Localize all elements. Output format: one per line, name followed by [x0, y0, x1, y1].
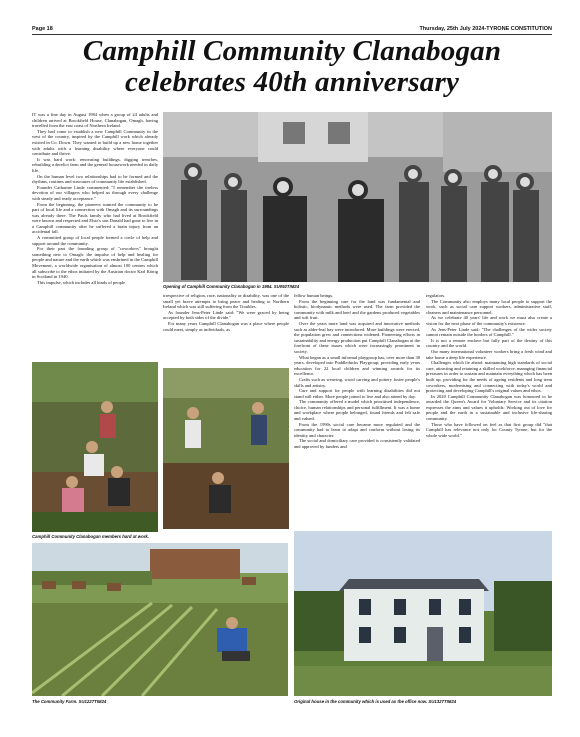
article-paragraph: IT was a fine day in August 1984 when a group of 24 adults and children arrived at Brookfield House, Clanabogan, Omagh, having travelled from the east coast of Northern Ireland.: [32, 112, 158, 129]
article-paragraph: As founder Jens-Peter Linde said: "We were graced by being accepted by both sides of the divide.": [163, 309, 289, 321]
article-paragraph: fellow human beings.: [294, 293, 334, 298]
members-photo-caption: Camphill Community Clanabogan members hard at work.: [32, 534, 149, 539]
article-paragraph: Those who have followed on feel as that first group did "that Camphill has relevance not only for County Tyrone, but for the whole wide world.": [426, 421, 552, 438]
article-paragraph: Founder Catharine Linde commented: "I remember the tireless devotion of our villagers who helped us through every challenge with steady and ready acceptance.": [32, 184, 158, 201]
article-paragraph: Over the years more land was acquired and innovative methods such as alder-leaf hay were introduced. More buildings were erected, the population grew and connections widened. Pioneering efforts in sustainability and energy production put Camphill Clanabogan at the forefront of these issues which were increasingly prominent in society.: [294, 320, 420, 354]
article-paragraph: regulators.: [426, 293, 446, 298]
members-photo-extension: [163, 368, 289, 529]
house-photo-image: [294, 531, 552, 696]
opening-photo-caption: Opening of Camphill Community Clanabogan in 1984. SU092TIM24: [163, 284, 300, 289]
article-paragraph: As Jens-Peter Linde said: "The challenges of the wider society cannot remain outside the borders of Camphill.": [426, 326, 552, 338]
dateline: Thursday, 25th July 2024-TYRONE CONSTITUTION: [419, 26, 552, 32]
farm-photo: [32, 543, 288, 696]
article-paragraph: On the human level two relationships had to be formed and the rhythms, routines and structures of community life established.: [32, 173, 158, 185]
article-column-3: [294, 293, 420, 529]
article-paragraph: As we celebrate 40 years' life and work we must also create a vision for the next phase of the community's existence.: [426, 315, 552, 326]
article-paragraph: The Community also employs many local people to support the work, such as social care support workers, administrative staff, cleaners and maintenance personnel.: [426, 298, 552, 315]
house-photo-caption: Original house in the community which is used as the office now. SU1327TIM24: [294, 699, 457, 704]
article-column-1: [32, 112, 158, 359]
article-paragraph: From the beginning, the pioneers wanted the community to be part of local life and a connection with Omagh and its surroundings was already there. The Pauls family who had lived at Brookfield were known and respected and Elsie's son Donald had gone to live in a Camphill community after he suffered a brain injury from an accidental fall.: [32, 201, 158, 235]
article-paragraph: From the beginning care for the land was fundamental and holistic, biodynamic methods were used. The farm provided the community with milk and beef and the gardens produced vegetables and soft fruit.: [294, 298, 420, 321]
farm-photo-image: [32, 543, 288, 696]
article-paragraph: It was hard work: renovating buildings, digging trenches, rebuilding a derelict farm and the general housework needed in daily life.: [32, 156, 158, 173]
article-paragraph: For their part the founding group of "coworkers" brought something new to Omagh: the impulse of help and healing for people and nature and the earth which was enshrined in the Camphill Movement, a worldwide organisation of almost 100 centres which all subscribe to the ethos initiated by the Austrian doctor Karl König in Scotland in 1940.: [32, 246, 158, 280]
opening-photo: [163, 112, 552, 282]
article-paragraph: What began as a small informal playgroup has, over more than 30 years, developed into Puddleducks Playgroup, providing early years education for 22 local children and winning awards for its excellence.: [294, 354, 420, 377]
article-paragraph: Care and support for people with learning disabilities did not stand still either. More people joined to live and also attend by day.: [294, 388, 420, 399]
article-paragraph: The social and domiciliary care provided is consistently validated and approved by funders and: [294, 438, 420, 450]
headline: [32, 36, 552, 98]
members-photo: [32, 362, 158, 532]
article-paragraph: In 2020 Camphill Community Clanabogan was honoured to be awarded the Queen's Award for Voluntary Service and its citation expresses the aims and values it upholds: Working out of love for people and the earth in a sustainable and inclusive life-sharing community.: [426, 393, 552, 422]
house-photo: [294, 531, 552, 696]
article-paragraph: From the 1990s social care became more regulated and the community had to learn to adapt and conform without losing its identity and character.: [294, 421, 420, 438]
farm-photo-caption: The Community Farm. SU1227TIM24: [32, 699, 107, 704]
article-paragraph: Challenges which lie ahead: maintaining high standards of social care, attracting and retaining a skilled workforce, managing financial pressures in order to sustain and maintain everything which has been built up, providing for the needs of ageing residents and long term coworkers, modernising and connecting with today's world and protecting and developing Camphill's original values and ethos.: [426, 360, 552, 394]
article-paragraph: The community offered a model which prioritised independence, choice, human relationships and personal fulfillment. It was a home and workplace where people belonged, found friends and felt safe and valued.: [294, 399, 420, 422]
article-paragraph: A committed group of local people formed a circle of help and support around the community.: [32, 235, 158, 246]
article-column-4: [426, 293, 552, 529]
article-paragraph: This impulse, which includes all kinds of people: [37, 279, 126, 285]
article-paragraph: Crafts such as weaving, wood carving and pottery foster people's skills and artistry.: [294, 376, 420, 388]
opening-photo-image: [163, 112, 552, 282]
article-paragraph: It is not a remote enclave but fully part of the destiny of this country and the world.: [426, 337, 552, 349]
article-paragraph: They had come to establish a new Camphill Community in the west of the country, inspired by the Camphill work which already existed in Co. Down. They wanted to build up a new home together with adults with a learning disability where everyone could contribute and thrive.: [32, 128, 158, 157]
article-paragraph: For many years Camphill Clanabogan was a place where people could meet, simply as individuals, as: [163, 320, 289, 332]
article-column-2: [163, 293, 289, 365]
headline-line-1: Camphill Community Clanabogan: [82, 35, 502, 67]
article-paragraph: irrespective of religion, race, nationality or disability, was one of the small yet brave attempts to bring peace and healing to Northern Ireland which was still suffering from the Troubles.: [163, 293, 289, 310]
article-paragraph: Our many international volunteer workers bring a fresh wind and take home a deep life experience.: [426, 348, 552, 360]
headline-line-2: celebrates 40th anniversary: [124, 66, 460, 98]
page-number: Page 18: [32, 26, 53, 32]
members-photo-image: [32, 362, 158, 532]
members-photo-extension-image: [163, 368, 289, 529]
